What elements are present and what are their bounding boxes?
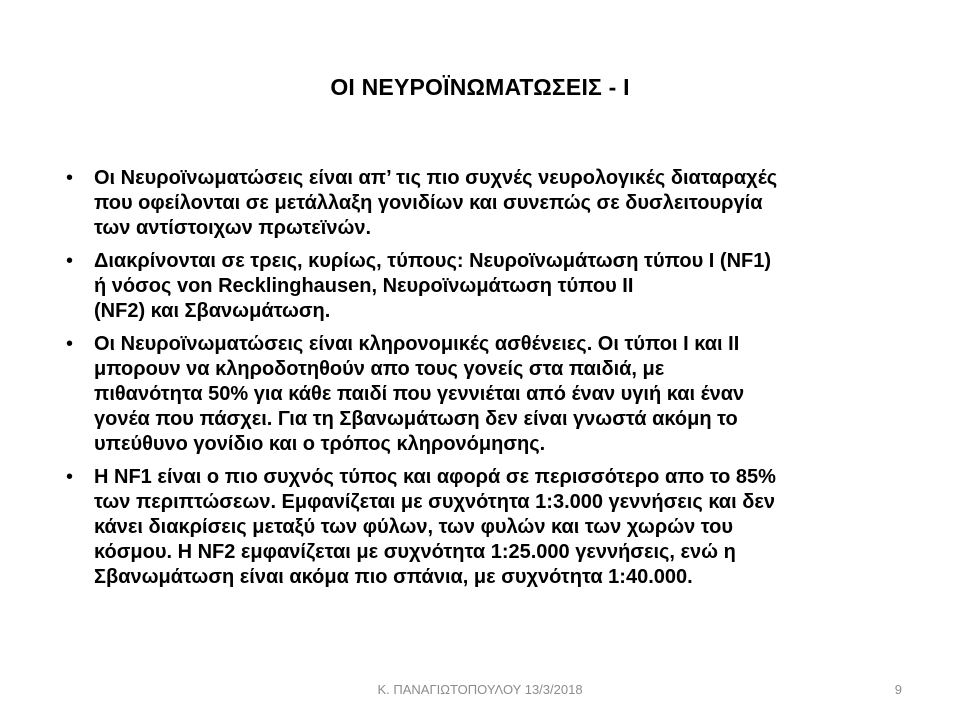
bullet-list <box>66 166 906 598</box>
bullet-marker: • <box>66 167 74 189</box>
bullet-text-line: Οι Νευροϊνωματώσεις είναι απ’ τις πιο συχνές νευρολογικές διαταραχές <box>94 167 778 189</box>
bullet-text-line: κάνει διακρίσεις μεταξύ των φύλων, των φυλών και των χωρών του <box>94 516 734 538</box>
bullet-text-line: των αντίστοιχων πρωτεϊνών. <box>94 217 372 239</box>
bullet-item <box>66 332 906 457</box>
bullet-text-line: υπεύθυνο γονίδιο και ο τρόπος κληρονόμησης. <box>94 433 546 455</box>
slide-title: ΟΙ ΝΕΥΡΟΪΝΩΜΑΤΩΣΕΙΣ - Ι <box>330 74 630 100</box>
bullet-text-line: Διακρίνονται σε τρεις, κυρίως, τύπους: Νευροϊνωμάτωση τύπου Ι (NF1) <box>94 250 772 272</box>
bullet-item <box>66 465 906 590</box>
bullet-item <box>66 249 906 324</box>
bullet-text-line: Οι Νευροϊνωματώσεις είναι κληρονομικές ασθένειες. Οι τύποι Ι και ΙΙ <box>94 333 740 355</box>
bullet-text-line: που οφείλονται σε μετάλλαξη γονιδίων και συνεπώς σε δυσλειτουργία <box>94 192 763 214</box>
bullet-text-line: γονέα που πάσχει. Για τη Σβανωμάτωση δεν είναι γνωστά ακόμη το <box>94 408 738 430</box>
bullet-text-line: πιθανότητα 50% για κάθε παιδί που γεννιέται από έναν υγιή και έναν <box>94 383 745 405</box>
bullet-text-line: μπορουν να κληροδοτηθούν απο τους γονείς στα παιδιά, με <box>94 358 665 380</box>
bullet-text-line: των περιπτώσεων. Εμφανίζεται με συχνότητα 1:3.000 γεννήσεις και δεν <box>94 491 775 513</box>
footer-author-date: Κ. ΠΑΝΑΓΙΩΤΟΠΟΥΛΟΥ 13/3/2018 <box>377 682 583 697</box>
bullet-text-line: κόσμου. Η NF2 εμφανίζεται με συχνότητα 1:25.000 γεννήσεις, ενώ η <box>94 541 736 563</box>
bullet-text-line: Σβανωμάτωση είναι ακόμα πιο σπάνια, με συχνότητα 1:40.000. <box>94 566 693 588</box>
bullet-marker: • <box>66 250 74 272</box>
bullet-text-line: ή νόσος von Recklinghausen, Νευροϊνωμάτωση τύπου ΙΙ <box>94 275 634 297</box>
bullet-item <box>66 166 906 241</box>
bullet-marker: • <box>66 466 74 488</box>
bullet-text-line: Η NF1 είναι ο πιο συχνός τύπος και αφορά σε περισσότερο απο το 85% <box>94 466 776 488</box>
bullet-marker: • <box>66 333 74 355</box>
page-number: 9 <box>894 682 902 697</box>
bullet-text-line: (NF2) και Σβανωμάτωση. <box>94 300 331 322</box>
